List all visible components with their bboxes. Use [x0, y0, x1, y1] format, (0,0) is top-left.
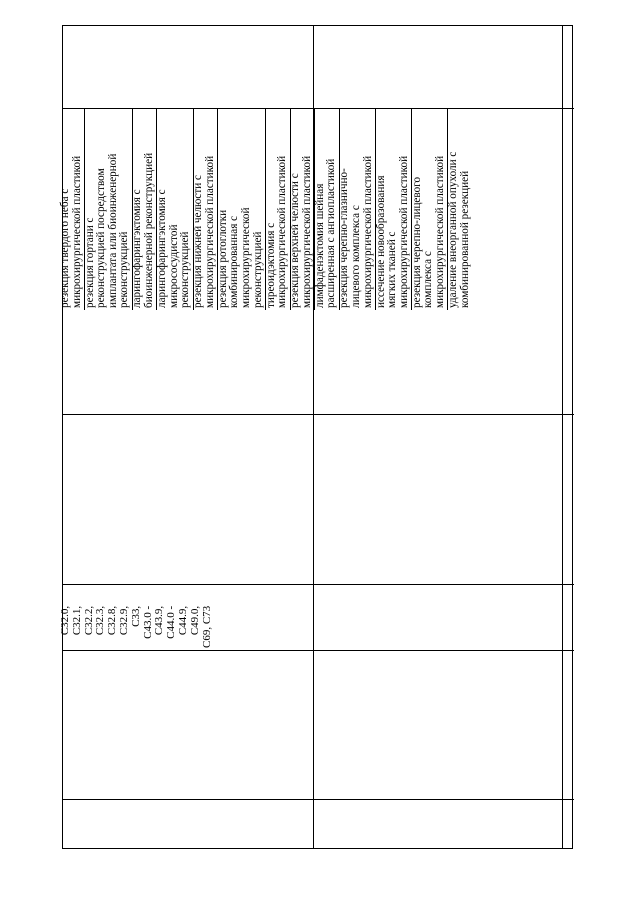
procedure-line: резекция нижней челюсти с — [192, 174, 205, 308]
procedure-line: микрохирургической пластикой — [70, 155, 83, 308]
diagnosis-code: C44.9, — [176, 605, 189, 636]
diagnosis-code: C43.9, — [153, 605, 166, 636]
diagnosis-codes — [60, 606, 213, 648]
procedure-line: ларингофарингэктомия с — [156, 189, 168, 308]
diagnosis-code: C32.3, — [94, 605, 107, 636]
procedure-line: имплантата или биоинженерной — [106, 153, 119, 308]
procedure-line: микрохирургической пластикой — [203, 155, 216, 308]
procedure-line: биоинженерной реконструкцией — [143, 152, 155, 308]
procedure-line: резекция черепно-глазнично- — [338, 168, 351, 308]
diagnosis-code: C32.1, — [70, 605, 83, 636]
procedure-line: тиреоидэктомия с — [264, 222, 277, 308]
procedure-line: резекция гортани с — [83, 217, 96, 308]
diagnosis-code: C43.0 - — [141, 605, 154, 639]
procedure-line: комплекса с — [422, 251, 435, 308]
procedure-line: реконструкцией — [118, 231, 131, 308]
diagnosis-code: C49.0, — [188, 605, 201, 636]
procedure-line: микрохирургической пластикой — [397, 155, 410, 308]
diagnosis-code: C44.0 - — [165, 605, 178, 639]
procedure-line: реконструкцией — [251, 231, 264, 308]
procedure-line: комбинированная с — [228, 215, 241, 308]
procedure-line: микрососудистой — [167, 224, 180, 308]
procedure-line: мягких тканей с — [386, 231, 399, 308]
procedure-line: реконструкцией посредством — [95, 168, 108, 308]
procedure-line: лицевого комплекса с — [350, 205, 362, 308]
diagnosis-code: C32.2, — [82, 605, 95, 636]
diagnosis-code: C33, — [129, 605, 142, 627]
procedure-line: резекция твердого неба с — [59, 188, 71, 308]
table-frame — [59, 25, 573, 849]
diagnosis-codes-cell — [60, 606, 213, 648]
row-divider — [63, 584, 574, 585]
row-divider — [63, 108, 574, 109]
procedure-line: ларингофарингэктомия с — [131, 189, 144, 308]
procedure-line: микрохирургической пластикой — [434, 155, 446, 308]
diagnosis-code: C32.9, — [117, 605, 130, 636]
diagnosis-code: C32.0, — [59, 605, 71, 636]
procedure-line: резекция верхней челюсти с — [289, 173, 302, 308]
procedure-line: удаление внеорганной опухоли с — [447, 151, 459, 308]
procedure-line: резекция черепно-лицевого — [410, 176, 423, 308]
row-divider — [63, 799, 574, 800]
procedure-line: реконструкцией — [179, 231, 192, 308]
diagnosis-code: C32.8, — [106, 605, 119, 636]
row-divider — [63, 650, 574, 651]
procedure-line: иссечение новообразования — [374, 175, 387, 308]
diagnosis-code: C69, C73 — [200, 605, 213, 648]
procedure-line: расширенная с ангиопластикой — [325, 158, 338, 308]
procedure-line: комбинированной резекцией — [458, 170, 471, 308]
procedure-line: микрохирургической пластикой — [276, 155, 289, 308]
procedure-line: микрохирургической — [240, 207, 252, 308]
procedure-line: микрохирургической пластикой — [300, 155, 313, 308]
procedure-line: резекция ротоглотки — [216, 209, 229, 308]
procedure-line: микрохирургической пластикой — [361, 155, 374, 308]
row-divider — [63, 414, 574, 415]
column-divider — [562, 26, 563, 848]
procedure-line: лимфаденэктомия шейная — [313, 183, 326, 308]
